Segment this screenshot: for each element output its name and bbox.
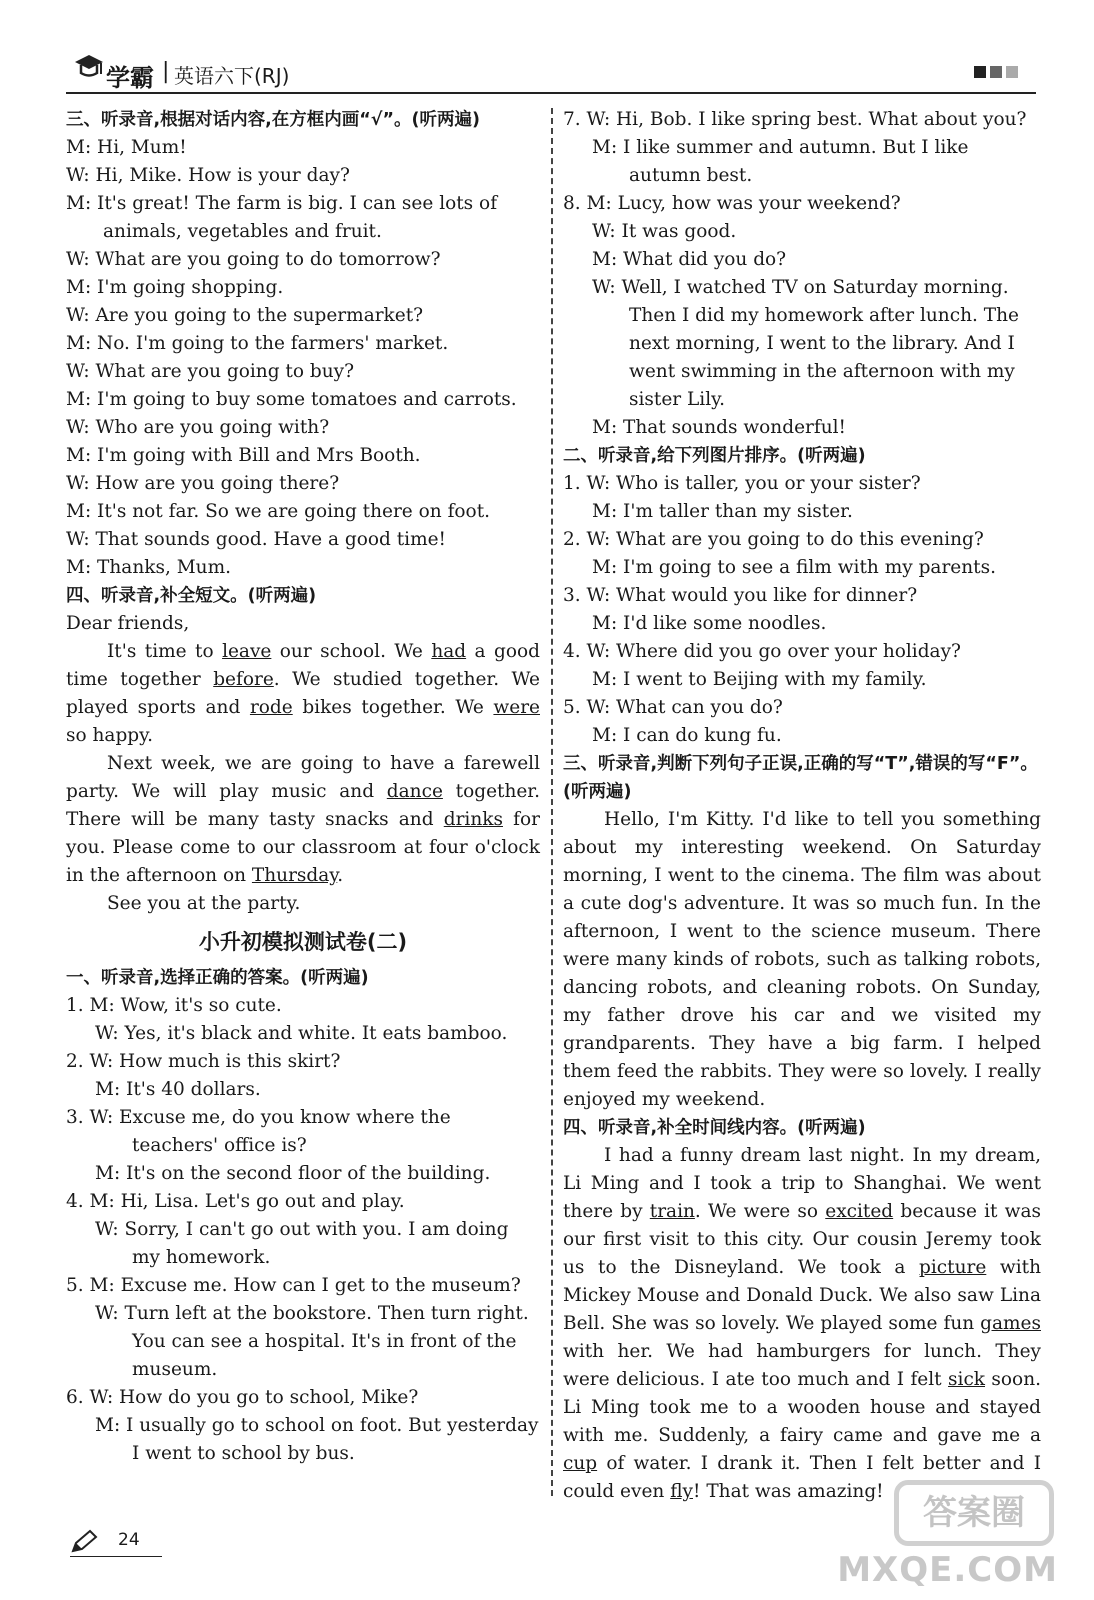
response-line: M: I'd like some noodles. — [592, 613, 827, 634]
answer-blank: drinks — [443, 809, 503, 830]
letter-paragraph: Next week, we are going to have a farewell party. We will play music and dance together. There will be many tasty snacks and drinks for you. Please come to our classroom at four o'clock in the afternoon on Thursday. — [66, 753, 541, 886]
section-heading: 二、听录音,给下列图片排序。(听两遍) — [563, 446, 866, 466]
dialogue-line: W: What are you going to do tomorrow? — [66, 249, 441, 270]
response-line: M: That sounds wonderful! — [592, 417, 846, 438]
page-footer — [70, 1526, 162, 1557]
answer-blank: sick — [948, 1369, 986, 1390]
answer-blank: fly — [670, 1481, 693, 1502]
response-line: W: Yes, it's black and white. It eats bamboo. — [95, 1023, 508, 1044]
question-line: 4. M: Hi, Lisa. Let's go out and play. — [66, 1191, 405, 1212]
answer-blank: before — [213, 669, 274, 690]
section-heading: 四、听录音,补全时间线内容。(听两遍) — [563, 1118, 866, 1138]
dialogue-line: M: No. I'm going to the farmers' market. — [66, 333, 449, 354]
answer-blank: had — [431, 641, 467, 662]
response-line: W: Sorry, I can't go out with you. I am doing my homework. — [95, 1219, 509, 1268]
section-heading: 一、听录音,选择正确的答案。(听两遍) — [66, 968, 369, 988]
question-line: 5. W: What can you do? — [563, 697, 783, 718]
dialogue-line: M: It's not far. So we are going there on foot. — [66, 501, 491, 522]
question-line: 2. W: What are you going to do this evening? — [563, 529, 984, 550]
question-line: 7. W: Hi, Bob. I like spring best. What about you? — [563, 109, 1027, 130]
question-line: 3. W: What would you like for dinner? — [563, 585, 918, 606]
timeline-passage: I had a funny dream last night. In my dream, Li Ming and I took a trip to Shanghai. We went there by train. We were so excited because it was our first visit to this city. Our cousin Jeremy took us to the Disneyland. We took a picture with Mickey Mouse and Donald Duck. We also saw Lina Bell. She was so lovely. We played some fun games with her. We had hamburgers for lunch. They were delicious. I ate too much and I felt sick soon. Li Ming took me to a wooden house and stayed with me. Suddenly, a fairy came and gave me a cup of water. I drank it. Then I felt better and I could even fly! That was amazing! — [563, 1145, 1041, 1502]
question-line: 3. W: Excuse me, do you know where the teachers' office is? — [66, 1107, 451, 1156]
dialogue-line: W: How are you going there? — [66, 473, 340, 494]
dialogue-line: W: Who are you going with? — [66, 417, 330, 438]
answer-blank: rode — [249, 697, 293, 718]
response-line: M: I'm taller than my sister. — [592, 501, 853, 522]
watermark-url: MXQE.COM — [837, 1550, 1058, 1590]
dialogue-line: W: Hi, Mike. How is your day? — [66, 165, 350, 186]
response-line: W: It was good. — [592, 221, 737, 242]
letter-closing: See you at the party. — [107, 893, 301, 914]
response-line: M: I can do kung fu. — [592, 725, 782, 746]
answer-blank: games — [980, 1313, 1041, 1334]
question-line: 6. W: How do you go to school, Mike? — [66, 1387, 419, 1408]
response-line: M: I usually go to school on foot. But yesterday I went to school by bus. — [95, 1415, 539, 1464]
answer-blank: picture — [919, 1257, 987, 1278]
section-heading: 三、听录音,判断下列句子正误,正确的写“T”,错误的写“F”。(听两遍) — [563, 754, 1038, 802]
dialogue-line: W: Are you going to the supermarket? — [66, 305, 424, 326]
dialogue-line: M: Hi, Mum! — [66, 137, 187, 158]
answer-blank: leave — [222, 641, 272, 662]
watermark-logo: 答案圈 — [894, 1480, 1054, 1546]
left-column — [66, 106, 540, 1468]
page-number: 24 — [118, 1530, 140, 1550]
graduation-cap-icon — [72, 50, 106, 84]
response-line: W: Well, I watched TV on Saturday morning. Then I did my homework after lunch. The next morning, I went to the library. And I went swimming in the afternoon with my sister Lily. — [592, 277, 1019, 410]
subject-label: 英语六下(RJ) — [174, 64, 290, 88]
question-line: 5. M: Excuse me. How can I get to the museum? — [66, 1275, 521, 1296]
response-line: M: I went to Beijing with my family. — [592, 669, 927, 690]
response-line: M: It's on the second floor of the building. — [95, 1163, 491, 1184]
response-line: M: I'm going to see a film with my parents. — [592, 557, 996, 578]
dialogue-line: M: I'm going shopping. — [66, 277, 284, 298]
listening-passage: Hello, I'm Kitty. I'd like to tell you something about my interesting weekend. On Saturday morning, I went to the cinema. The film was about a cute dog's adventure. It was so much fun. In the afternoon, I went to the science museum. There were many kinds of robots, such as talking robots, dancing robots, and cleaning robots. On Sunday, my father drove his car and we visited my grandparents. They have a big farm. I helped them feed the rabbits. They were so lovely. I really enjoyed my weekend. — [563, 809, 1041, 1110]
page-header — [66, 48, 1036, 94]
response-line: M: What did you do? — [592, 249, 787, 270]
brand-name: 学霸 — [106, 64, 154, 92]
dialogue-line: M: I'm going with Bill and Mrs Booth. — [66, 445, 421, 466]
dialogue-line: W: That sounds good. Have a good time! — [66, 529, 446, 550]
question-line: 1. M: Wow, it's so cute. — [66, 995, 282, 1016]
right-column — [563, 106, 1041, 1506]
answer-blank: Thursday — [251, 865, 338, 886]
section-heading: 三、听录音,根据对话内容,在方框内画“√”。(听两遍) — [66, 110, 480, 130]
decor-square — [974, 66, 986, 78]
header-separator: | — [162, 59, 170, 84]
decor-square — [990, 66, 1002, 78]
question-line: 8. M: Lucy, how was your weekend? — [563, 193, 901, 214]
pencil-icon — [70, 1528, 100, 1554]
letter-paragraph: It's time to leave our school. We had a good time together before. We studied together. We played sports and rode bikes together. We were so happy. — [66, 641, 541, 746]
question-line: 4. W: Where did you go over your holiday? — [563, 641, 961, 662]
answer-blank: dance — [386, 781, 443, 802]
letter-greeting: Dear friends, — [66, 613, 190, 634]
answer-blank: were — [493, 697, 540, 718]
response-line: M: I like summer and autumn. But I like autumn best. — [592, 137, 969, 186]
section-heading: 四、听录音,补全短文。(听两遍) — [66, 586, 317, 606]
answer-blank: cup — [563, 1453, 598, 1474]
response-line: W: Turn left at the bookstore. Then turn right. You can see a hospital. It's in front of the museum. — [95, 1303, 529, 1380]
dialogue-line: M: I'm going to buy some tomatoes and carrots. — [66, 389, 517, 410]
dialogue-line: M: It's great! The farm is big. I can see lots of animals, vegetables and fruit. — [66, 193, 498, 242]
header-decoration — [974, 66, 1018, 78]
test-title: 小升初模拟测试卷(二) — [198, 930, 408, 954]
answer-blank: excited — [825, 1201, 894, 1222]
response-line: M: It's 40 dollars. — [95, 1079, 261, 1100]
dialogue-line: W: What are you going to buy? — [66, 361, 354, 382]
dialogue-line: M: Thanks, Mum. — [66, 557, 232, 578]
decor-square — [1006, 66, 1018, 78]
question-line: 2. W: How much is this skirt? — [66, 1051, 341, 1072]
column-divider — [551, 108, 553, 1496]
question-line: 1. W: Who is taller, you or your sister? — [563, 473, 921, 494]
answer-blank: train — [649, 1201, 695, 1222]
